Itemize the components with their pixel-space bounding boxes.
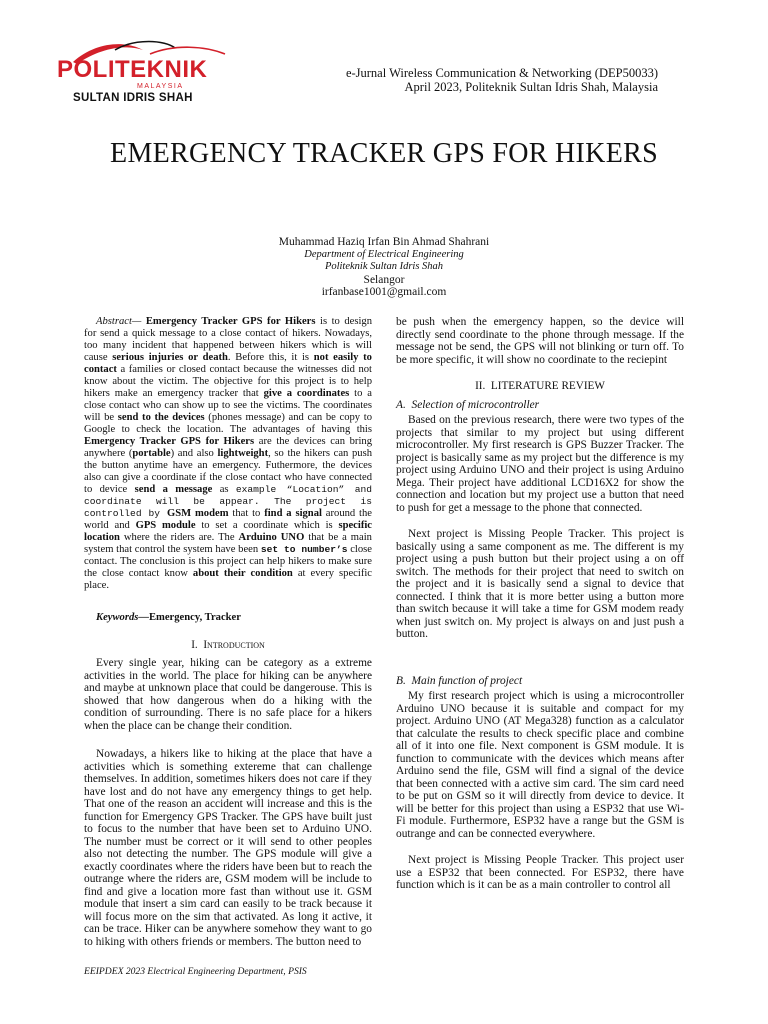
abstract-label: Abstract— [96,316,142,327]
lit-paragraph-3: My first research project which is using a microcontroller Arduino UNO because it is suitable and compact for my project. Arduino UNO (AT Mega328) function as a calculator that calculate the results to check specific place and combine all of it into one file. Next component is GSM module. It is function to communicate with the devices which means after Arduino send the file, GSM will find a signal of the device that been connected with a active sim card. The sim card need to be put on GSM so it will directly from device to device. It will be better for this project than using a ESP32 that use Wi-Fi module. Furthermore, ESP32 have a range but the GSM is outrange and can be connected everywhere. [396,690,684,840]
author-name: Muhammad Haziq Irfan Bin Ahmad Shahrani [278,236,490,248]
author-block [0,236,768,299]
intro-paragraph-3: be push when the emergency happen, so the device will directly send coordinate to the phone through message. If the message not be send, the GPS will not blinking or turn off. To be more specific, it will show no coordinate to the reciepint [396,316,684,366]
subsection-heading-microcontroller: A. Selection of microcontroller [396,398,540,411]
author-email[interactable]: irfanbase1001@gmail.com [321,286,447,298]
keywords [84,612,372,625]
abstract: Abstract— Emergency Tracker GPS for Hikers is to design for send a quick message to a close contact of hikers. Nowadays, too many incident that happened between hikers which is will cause serious injuries or death. Before this, it is not easily to contact a families or closed contact because the witnesses did not know about the victim. The objective for this project is to help hikers make an emergency tracker that give a coordinates to a close contact who can show up to see the victims. The coordinates will be send to the devices (phones message) and can be copy to Google to check the location. The advantages of having this Emergency Tracker GPS for Hikers are the devices can bring anywhere (portable) and also lightweight, so the hikers can push the button anytime have an emergency. Futhermore, the devices also can give a coordinate if the close contact who have connected to device send a message as example “Location” and coordinate will be appear. The project is controlled by GSM modem that to find a signal around the world and GPS module to set a coordinate which is specific location where the riders are. The Arduino UNO that be a main system that control the system have been set to number’s close contact. The conclusion is this project can help hikers to make sure the close contact know about their condition at every specific place. [84,316,373,591]
author-state: Selangor [363,273,405,286]
journal-line-2: April 2023, Politeknik Sultan Idris Shah, Malaysia [404,80,658,94]
logo-campus: SULTAN IDRIS SHAH [73,92,193,104]
lit-paragraph-2: Next project is Missing People Tracker. This project is basically using a same component as me. The different is my project using a push button but their project using a on off switch. The methods for their project that need to switch on the project and it is basically send a signal to device that connected. I think that it is more better using a button more than switch because it will take a time for GSM modem ready when just switch on. My project is always on and just push a button. [396,528,684,640]
section-heading-literature-review: II. LITERATURE REVIEW [475,380,605,392]
logo-country: MALAYSIA [137,83,184,90]
journal-line-1: e-Jurnal Wireless Communication & Networking (DEP50033) [345,66,658,80]
keywords-text: Emergency, Tracker [148,612,241,623]
page-footer: EEIPDEX 2023 Electrical Engineering Department, PSIS [84,966,307,977]
section-heading-introduction: I. Introduction [191,638,265,651]
intro-paragraph-1: Every single year, hiking can be category as a extreme activities in the world. The place for hiking can be anywhere and maybe at unknown place that could be dangerouse. This is showed that how dangerous when do a hiking with the condition of surrounding. There is no safe place for a hikers when the place can be change their condition. [84,657,372,732]
subsection-heading-main-function: B. Main function of project [396,674,523,687]
logo-wordmark: POLITEKNIK [57,56,208,83]
lit-paragraph-1: Based on the previous research, there were two types of the projects that similar to my project but using different microcontroller. My first research is GPS Buzzer Tracker. The project is basically same as my project but the difference is my project using Arduino UNO and their project is using Arduino Mega. Their project have additional LCD16X2 for show the connection and location but my project use a button that need to push for get a message to the phone that connected. [396,414,684,514]
lit-paragraph-4: Next project is Missing People Tracker. This project user use a ESP32 that been connected. For ESP32, there have function which is it can be as a main controller to control all [396,854,684,891]
author-institution: Politeknik Sultan Idris Shah [324,261,444,272]
keywords-label: Keywords— [96,612,149,623]
intro-paragraph-2: Nowadays, a hikers like to hiking at the place that have a activities which is something extereme that can challenge themselves. In addition, sometimes hikers does not care if they have lost and do not have any emergency things to get help. That one of the reason an accident will increase and this is the function for Emergency GPS Tracker. The GPS have built just to focus to the number that have been set to Arduino UNO. The number must be correct or it will send to other peoples also not detecting the number. The GPS module will give a exactly coordinates where the riders have been but to reach the outrange where the riders are, GSM modem will be include to find and give a location more fast than without use it. GSM module that insert a sim card can easily to be track because it will focus more on the sim that activated. As long it active, it can be trace. Hiker can be anywhere somehow they want to go to hiking with others friends or members. The button need to [84,748,372,948]
left-column [84,316,372,948]
paper-title: EMERGENCY TRACKER GPS FOR HIKERS [110,138,658,169]
right-column [396,316,684,892]
journal-header [346,66,658,94]
author-department: Department of Electrical Engineering [304,248,464,260]
institution-logo [55,40,235,106]
